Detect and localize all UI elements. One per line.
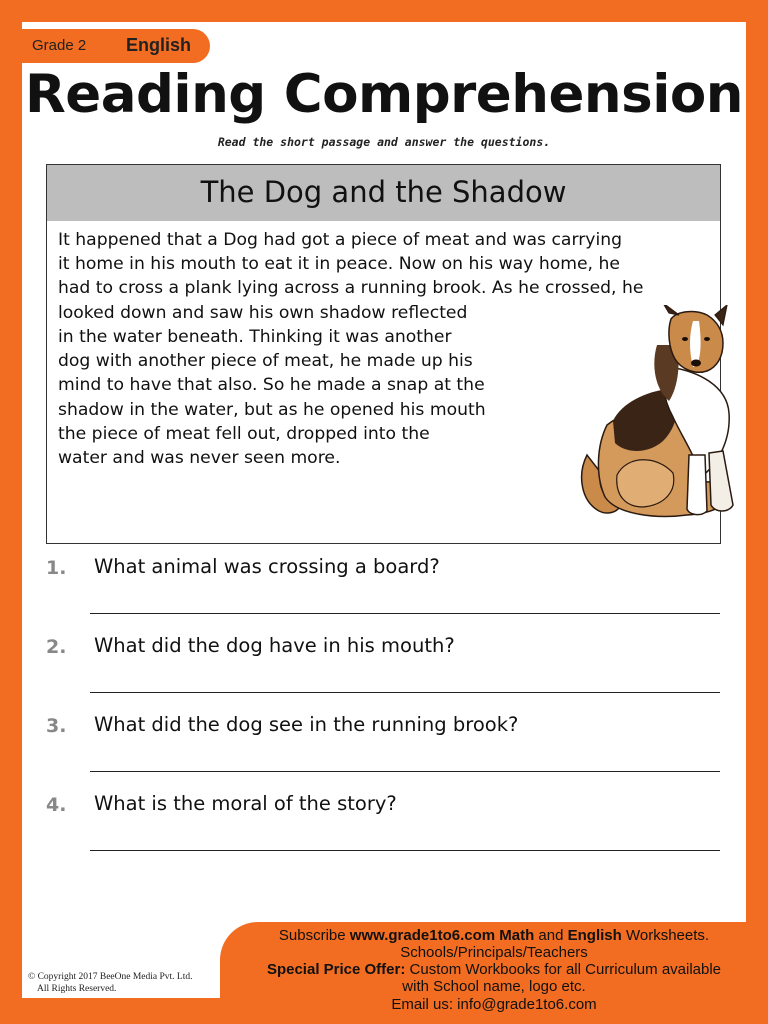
footer-subscribe-line: Subscribe www.grade1to6.com Math and English Worksheets. (278, 927, 710, 944)
footer-offer-line: Special Price Offer: Custom Workbooks for all Curriculum available (266, 961, 722, 978)
passage-line: dog with another piece of meat, he made up his (58, 351, 473, 371)
answer-line[interactable] (90, 692, 720, 693)
question-number: 2. (46, 636, 67, 658)
passage-header (47, 165, 720, 221)
passage-box (46, 164, 721, 544)
dog-illustration (577, 305, 737, 523)
passage-line: It happened that a Dog had got a piece of meat and was carrying (58, 230, 623, 250)
footer-audience-line: Schools/Principals/Teachers (400, 944, 588, 961)
grade-label: Grade 2 (32, 37, 87, 54)
answer-line[interactable] (90, 613, 720, 614)
subject-label: English (126, 35, 192, 55)
instructions: Read the short passage and answer the questions. (217, 135, 551, 149)
question-number: 4. (46, 794, 67, 816)
question-number: 1. (46, 557, 67, 579)
answer-line[interactable] (90, 850, 720, 851)
passage-line: mind to have that also. So he made a snap at the (58, 375, 485, 395)
passage-line: looked down and saw his own shadow reflected (58, 303, 468, 323)
passage-line: shadow in the water, but as he opened his mouth (58, 400, 486, 420)
footer-offer-line-2: with School name, logo etc. (402, 978, 586, 995)
footer-email[interactable]: Email us: info@grade1to6.com (391, 996, 597, 1013)
passage-line: it home in his mouth to eat it in peace. Now on his way home, he (58, 254, 620, 274)
question-text: What is the moral of the story? (94, 792, 397, 815)
question-text: What animal was crossing a board? (94, 555, 440, 578)
passage-title: The Dog and the Shadow (200, 175, 567, 209)
question-text: What did the dog see in the running brook? (94, 713, 519, 736)
site-link[interactable]: www.grade1to6.com (349, 927, 496, 944)
passage-line: water and was never seen more. (58, 448, 341, 468)
passage-line: the piece of meat fell out, dropped into the (58, 424, 430, 444)
question-text: What did the dog have in his mouth? (94, 634, 455, 657)
question-number: 3. (46, 715, 67, 737)
passage-line: in the water beneath. Thinking it was another (58, 327, 452, 347)
page-title: Reading Comprehension (24, 64, 744, 125)
copyright: © Copyright 2017 BeeOne Media Pvt. Ltd. All Rights Reserved. (28, 972, 193, 994)
answer-line[interactable] (90, 771, 720, 772)
passage-line: had to cross a plank lying across a running brook. As he crossed, he (58, 278, 644, 298)
